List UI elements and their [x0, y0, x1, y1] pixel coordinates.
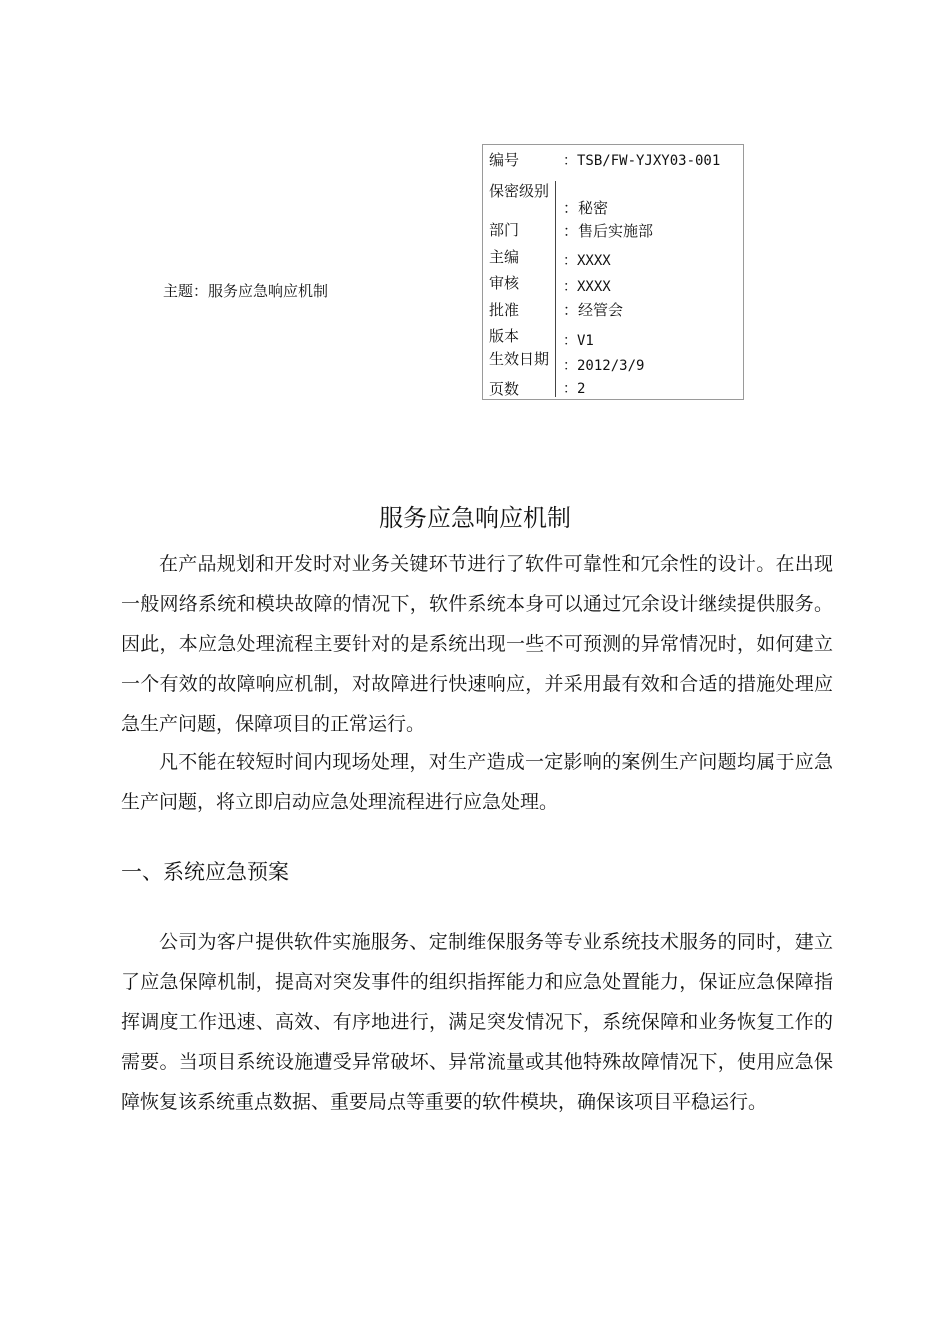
info-label-number: 编号 — [489, 151, 520, 169]
info-label-approver: 批准 — [489, 301, 520, 319]
info-value-approver — [563, 302, 623, 320]
section-paragraph-1: 公司为客户提供软件实施服务、定制维保服务等专业系统技术服务的同时，建立了应急保障机制，提高对突发事件的组织指挥能力和应急处置能力，保证应急保障指挥调度工作迅速、高效、有序地进行，满足突发情况下，系统保障和业务恢复工作的需要。当项目系统设施遭受异常破坏、异常流量或其他特殊故障情况下，使用应急保障恢复该系统重点数据、重要局点等重要的软件模块，确保该项目平稳运行。 — [121, 931, 833, 1113]
info-value-effective-date: ：2012/3/9 — [563, 358, 645, 374]
info-label-department: 部门 — [489, 221, 520, 239]
intro-paragraph-1: 在产品规划和开发时对业务关键环节进行了软件可靠性和冗余性的设计。在出现一般网络系统和模块故障的情况下，软件系统本身可以通过冗余设计继续提供服务。因此，本应急处理流程主要针对的是系统出现一些不可预测的异常情况时，如何建立一个有效的故障响应机制，对故障进行快速响应，并采用最有效和合适的措施处理应急生产问题，保障项目的正常运行。 — [121, 553, 833, 735]
info-value-department-text: ：售后实施部 — [563, 222, 654, 240]
info-value-editor: ：XXXX — [563, 253, 611, 269]
info-value-page-count: ：2 — [563, 381, 586, 397]
document-title: 服务应急响应机制 — [379, 504, 571, 532]
info-label-effective-date: 生效日期 — [489, 351, 549, 368]
intro-paragraph-2: 凡不能在较短时间内现场处理，对生产造成一定影响的案例生产问题均属于应急生产问题，将立即启动应急处理流程进行应急处理。 — [121, 751, 833, 813]
info-value-department — [563, 223, 653, 241]
info-value-version: ：V1 — [563, 333, 594, 349]
info-value-reviewer: ：XXXX — [563, 279, 611, 295]
info-value-approver-text: ：经管会 — [563, 301, 624, 319]
info-label-reviewer: 审核 — [489, 274, 520, 292]
info-value-confidentiality — [563, 200, 608, 218]
info-value-confidentiality-text: ：秘密 — [563, 199, 609, 217]
info-label-editor: 主编 — [489, 248, 520, 266]
document-info-table — [482, 144, 744, 400]
info-label-confidentiality: 保密级别 — [489, 182, 550, 200]
info-label-page-count: 页数 — [489, 380, 520, 398]
section-heading-emergency-plan: 一、系统应急预案 — [121, 860, 289, 884]
info-value-number: ：TSB/FW-YJXY03-001 — [563, 153, 721, 169]
info-table-divider — [555, 181, 556, 397]
document-subject: 主题：服务应急响应机制 — [163, 282, 329, 300]
info-label-version: 版本 — [489, 327, 520, 345]
